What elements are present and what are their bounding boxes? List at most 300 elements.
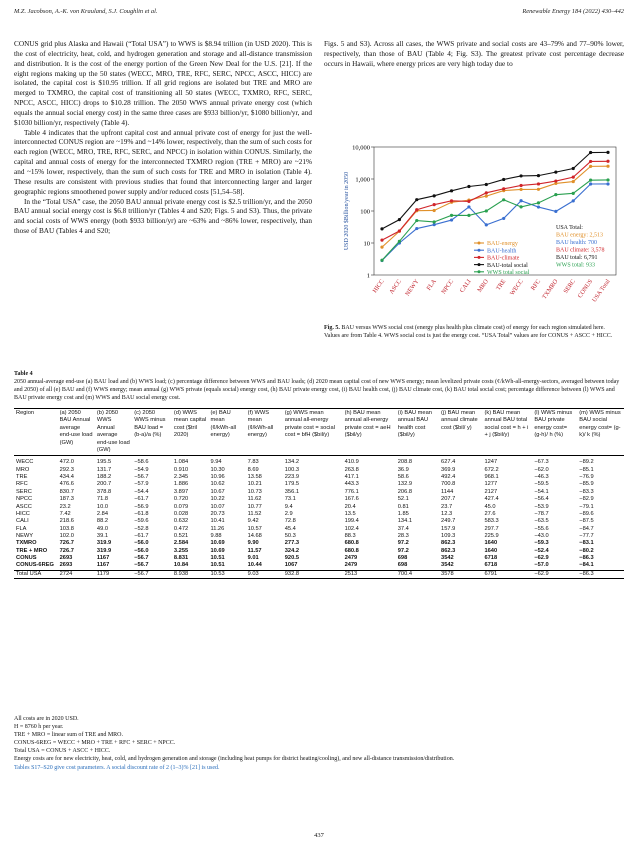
table-cell: −59.6 (134, 518, 149, 525)
data-point (606, 182, 609, 185)
legend-marker (478, 270, 481, 273)
table-cell: 187.3 (59, 496, 74, 503)
data-point (502, 198, 505, 201)
column-header: Region (16, 410, 35, 416)
row-label: FLA (16, 525, 27, 532)
table-cell: 292.3 (59, 466, 74, 473)
table-cell: 11.62 (247, 496, 262, 503)
paragraph: CONUS grid plus Alaska and Hawaii (“Total USA”) to WWS is $8.94 trillion (in USD 2020). This is the cost of electricity, heat, cold, and hydrogen generation and storage and all-distance transmission and distribution. It is the cost of the energy portion of the Green New Deal for the U.S. [21]. If the eight regions making up the 50 states (WECC, MRO, TRE, RFC, SERC, NPCC, ASCC, HICC) are isolated, the capital cost is $10.95 trillion. If all grid regions are isolated but TRE and MRO are merged to TXMRO, the capital cost of transitioning all 50 states (WECC, TXMRO, RFC, SERC, NPCC, ASCC, HICC) drops to $10.28 trillion. The 2050 WWS annual private energy cost (which equals the annual social energy cost) in the same three cases are $933 billion/yr, $1080 billion/yr, and $1030 billion/yr, respectively (Table 4). (14, 40, 312, 127)
table-cell: 698 (397, 554, 408, 561)
data-point (415, 227, 418, 230)
table-cell: 8.69 (247, 466, 259, 473)
table-cell: 0.720 (173, 496, 189, 503)
figure-caption-text2: Values are from Table 4. WWS social cost is just the energy cost. “USA Total” values are for CONUS + ASCC + HICC. (324, 333, 613, 339)
table-cell: 378.8 (96, 488, 112, 495)
table-cell: 88.2 (96, 518, 108, 525)
table-row (14, 570, 624, 578)
table-cell: 11.52 (247, 510, 262, 517)
table-cell: 103.8 (59, 525, 74, 532)
table-cell: −67.3 (534, 459, 549, 466)
table-cell: 277.3 (284, 540, 299, 547)
table-cell: 58.6 (397, 474, 409, 481)
table-cell: 672.2 (484, 466, 499, 473)
table-cell: 3.255 (173, 547, 189, 554)
table-cell: 1247 (484, 459, 498, 466)
table-cell: 10.41 (210, 518, 225, 525)
table-note: Tables S17–S20 give cost parameters. A social discount rate of 2 (1–3)% [21] is used. (14, 764, 220, 771)
table-cell: 131.7 (96, 466, 112, 473)
table-cell: 443.3 (344, 481, 359, 488)
data-point (572, 176, 575, 179)
table-cell: −78.7 (534, 510, 549, 517)
data-point (554, 193, 557, 196)
box-line: WWS total: 933 (556, 262, 595, 269)
table-cell: 10.67 (210, 488, 225, 495)
data-point (467, 205, 470, 208)
x-tick-label: ASCC (388, 278, 404, 296)
table-cell: −56.0 (134, 547, 149, 554)
right-column-text (324, 40, 624, 70)
table-cell: 0.632 (173, 518, 189, 525)
table-cell: 10.51 (210, 554, 225, 561)
table-cell: 297.7 (484, 525, 499, 532)
table-cell: −76.9 (579, 474, 594, 481)
table-cell: 2724 (59, 570, 73, 577)
legend-marker (478, 242, 481, 245)
table-note: Energy costs are for new electricity, heat, cold, and hydrogen generation and storage (including heat pumps for district heating/cooling), and new all-distance transmission/distribution. (14, 756, 455, 763)
table-cell: 726.7 (59, 540, 74, 547)
table-cell: 23.7 (441, 503, 453, 510)
table-cell: 319.9 (96, 540, 112, 547)
table-cell: −89.2 (579, 459, 594, 466)
y-tick-label: 1,000 (355, 176, 370, 184)
table-cell: 20.73 (210, 510, 225, 517)
data-point (485, 183, 488, 186)
table-cell: −46.3 (534, 474, 549, 481)
table-cell: −62.9 (534, 554, 549, 561)
column-header: (h) BAU mean annual all-energy private cost = aeH ($bil/y) (344, 410, 391, 439)
table-cell: −79.1 (579, 503, 594, 510)
table-cell: 208.8 (397, 459, 412, 466)
table-cell: 9.94 (210, 459, 222, 466)
table-cell: −52.8 (134, 525, 149, 532)
table-cell: 45.4 (284, 525, 296, 532)
data-point (485, 191, 488, 194)
table-cell: 102.0 (59, 532, 74, 539)
data-point (519, 188, 522, 191)
table-cell: 6791 (484, 570, 498, 577)
data-point (537, 205, 540, 208)
table-cell: 1640 (484, 547, 498, 554)
table-cell: 3542 (441, 562, 454, 569)
table-cell: −59.3 (534, 540, 549, 547)
data-point (589, 160, 592, 163)
table-cell: 410.9 (344, 459, 359, 466)
table-cell: 10.96 (210, 474, 225, 481)
table-cell: 10.57 (247, 525, 262, 532)
table-cell: −80.2 (579, 547, 594, 554)
data-point (606, 165, 609, 168)
table-row (14, 489, 624, 496)
table-cell: 1167 (96, 554, 110, 561)
box-line: BAU health: 700 (556, 240, 597, 246)
table-cell: −56.7 (134, 562, 149, 569)
data-point (467, 214, 470, 217)
table-cell: −55.6 (534, 525, 549, 532)
table-cell: 13.5 (344, 510, 356, 517)
column-header: (d) WWS mean capital cost ($tril 2020) (173, 410, 207, 439)
table-cell: −87.5 (579, 518, 594, 525)
data-point (485, 194, 488, 197)
paragraph: Figs. 5 and S3). Across all cases, the WWS private and social costs are 43–79% and 77–90% lower, respectively, than those of BAU (Table 4; Fig. S3). The greatest private cost percentage decrease occurs in Hawaii, where energy prices are very high today due to (324, 40, 624, 68)
data-point (554, 171, 557, 174)
table-cell: 680.8 (344, 547, 359, 554)
data-point (450, 218, 453, 221)
table-cell: −43.0 (534, 532, 549, 539)
column-header: (b) 2050 WWS Annual average end-use load (GW) (96, 410, 130, 454)
table-cell: 9.90 (247, 540, 259, 547)
data-point (589, 151, 592, 154)
table-cell: 88.3 (344, 532, 356, 539)
x-tick-label: TRE (494, 278, 508, 292)
data-point (415, 219, 418, 222)
box-line: BAU total: 6,791 (556, 255, 598, 261)
legend-label: BAU-health (487, 248, 517, 255)
x-tick-label: RFC (529, 278, 543, 292)
column-header: (i) BAU mean annual BAU health cost ($bil/y) (397, 410, 432, 439)
table-cell: −84.1 (579, 562, 594, 569)
data-point (572, 192, 575, 195)
table-row (14, 562, 624, 570)
table-cell: −57.0 (534, 562, 549, 569)
table-cell: 2479 (344, 562, 358, 569)
table-cell: 583.3 (484, 518, 499, 525)
table-cell: 27.6 (484, 510, 496, 517)
data-point (572, 180, 575, 183)
data-point (554, 179, 557, 182)
data-point (450, 199, 453, 202)
table-cell: 0.910 (173, 466, 189, 473)
data-point (572, 167, 575, 170)
table-cell: 2693 (59, 562, 73, 569)
table-cell: 179.5 (284, 481, 299, 488)
table-cell: 830.7 (59, 488, 74, 495)
table-cell: 10.22 (210, 496, 225, 503)
table-cell: 39.1 (96, 532, 108, 539)
data-point (433, 209, 436, 212)
y-tick-label: 1 (366, 272, 370, 280)
table-cell: −63.5 (534, 518, 549, 525)
table-cell: 9.4 (284, 503, 293, 510)
y-tick-label: 10 (363, 240, 370, 248)
table-row (14, 474, 624, 481)
table-cell: −89.6 (579, 510, 594, 517)
data-point (485, 209, 488, 212)
table-caption-block (14, 370, 624, 402)
table-cell: 36.9 (397, 466, 409, 473)
table-row (14, 504, 624, 511)
left-column (14, 40, 312, 237)
table-cell: 0.81 (397, 503, 409, 510)
table-cell: 2.345 (173, 474, 189, 481)
table-cell: 680.8 (344, 540, 359, 547)
table-cell: 2479 (344, 554, 358, 561)
table-row (14, 555, 624, 562)
table-cell: 324.2 (284, 547, 299, 554)
table-cell: 0.521 (173, 532, 189, 539)
table-cell: 3578 (441, 570, 454, 577)
legend-label: BAU-energy (487, 241, 518, 248)
table-row (14, 481, 624, 488)
column-header: (a) 2050 BAU Annual average end-use load (GW) (59, 410, 93, 446)
data-point (572, 199, 575, 202)
table-cell: 6718 (484, 554, 498, 561)
table-cell: 920.5 (284, 554, 299, 561)
table-cell: 627.4 (441, 459, 456, 466)
data-point (519, 205, 522, 208)
row-label: CONUS-6REG (16, 562, 54, 569)
cost-table (14, 408, 624, 579)
table-cell: −52.4 (534, 547, 549, 554)
table-cell: 10.0 (96, 503, 108, 510)
table-cell: −59.5 (534, 481, 549, 488)
table-cell: 932.8 (284, 570, 299, 577)
data-point (415, 198, 418, 201)
row-label: NEWY (16, 532, 34, 539)
table-cell: 1179 (96, 570, 110, 577)
table-cell: −56.7 (134, 474, 149, 481)
table-cell: 10.44 (247, 562, 262, 569)
data-point (537, 188, 540, 191)
table-notes (14, 715, 624, 772)
data-point (606, 151, 609, 154)
table-cell: 1067 (284, 562, 298, 569)
row-label: WECC (16, 459, 34, 466)
table-cell: 9.88 (210, 532, 222, 539)
table-cell: 1.084 (173, 459, 189, 466)
table-cell: 1144 (441, 488, 454, 495)
table-cell: −56.4 (534, 496, 549, 503)
table-cell: 167.6 (344, 496, 359, 503)
data-point (467, 185, 470, 188)
table-row (14, 467, 624, 474)
table-cell: 472.0 (59, 459, 74, 466)
table-cell: 2513 (344, 570, 358, 577)
table-cell: −82.9 (579, 496, 594, 503)
table-note: TRE + MRO = linear sum of TRE and MRO. (14, 732, 123, 739)
table-note: Total USA = CONUS + ASCC + HICC. (14, 748, 111, 755)
table-cell: 700.4 (397, 570, 412, 577)
table-cell: 726.7 (59, 547, 74, 554)
table-cell: 10.69 (210, 547, 225, 554)
data-point (398, 240, 401, 243)
data-point (485, 223, 488, 226)
column-header: (l) WWS minus BAU private energy cost= (g-h)/ h (%) (534, 410, 573, 439)
table-row (14, 533, 624, 540)
data-point (380, 227, 383, 230)
legend-marker (478, 249, 481, 252)
table-cell: 132.9 (397, 481, 412, 488)
table-cell: 195.5 (96, 459, 112, 466)
data-point (398, 218, 401, 221)
table-cell: 1640 (484, 540, 498, 547)
table-cell: −56.9 (134, 503, 149, 510)
table-note: H = 8760 h per year. (14, 724, 64, 731)
table-cell: 8.831 (173, 554, 189, 561)
data-point (450, 214, 453, 217)
table-cell: 9.42 (247, 518, 259, 525)
table-cell: −62.9 (534, 570, 549, 577)
table-cell: 97.2 (397, 547, 409, 554)
data-point (380, 239, 383, 242)
column-header: (j) BAU mean annual climate cost ($bil/ y) (441, 410, 478, 431)
figure-caption (324, 324, 624, 340)
table-label: Table 4 (14, 371, 33, 377)
table-cell: 6718 (484, 562, 498, 569)
data-point (589, 179, 592, 182)
table-cell: −77.7 (579, 532, 594, 539)
x-tick-label: NPCC (440, 278, 456, 296)
table-cell: −61.7 (134, 496, 149, 503)
table-cell: 11.57 (247, 547, 262, 554)
table-cell: −61.8 (134, 510, 149, 517)
box-line: BAU energy: 2,513 (556, 232, 604, 239)
table-cell: −54.1 (534, 488, 549, 495)
legend-label: BAU-total social (487, 262, 528, 269)
table-header-row (14, 409, 624, 456)
table-cell: 3542 (441, 554, 454, 561)
table-cell: 11.26 (210, 525, 225, 532)
paragraph: Table 4 indicates that the upfront capital cost and annual private cost of energy for just the well-interconnected CONUS region are ~19% and ~14% lower, respectively, than the sum of such costs for each region (WECC, MRO, TRE, RFC, SERC, and NPCC) in isolation within CONUS. Similarly, the capital and annual costs of energy for the interconnected TXMRO region (TRE + MRO) are ~21% and ~15% lower, respectively, than the sum of such costs for TRE and MRO in isolation (Table 4). These results are consistent with previous studies that found that interconnecting larger and larger geographic regions smoothened power supply and/or reduced costs [51,54–58]. (14, 128, 312, 196)
table-cell: −83.3 (579, 488, 594, 495)
figure-label: Fig. 5. (324, 325, 340, 331)
table-cell: 434.4 (59, 474, 74, 481)
table-cell: 10.77 (247, 503, 262, 510)
table-cell: 10.21 (247, 481, 262, 488)
table-cell: 10.51 (210, 562, 225, 569)
table-cell: 319.9 (96, 547, 112, 554)
table-row (14, 526, 624, 533)
header-authors: M.Z. Jacobson, A.-K. von Krauland, S.J. Coughlin et al. (14, 8, 158, 15)
box-title: USA Total: (556, 225, 583, 231)
table-cell: −85.9 (579, 481, 594, 488)
box-line: BAU climate: 3,578 (556, 247, 605, 254)
table-cell: 52.1 (397, 496, 409, 503)
column-header: (e) BAU mean (¢/kWh-all energy) (210, 410, 237, 439)
data-point (380, 246, 383, 249)
table-cell: −57.9 (134, 481, 149, 488)
data-point (606, 178, 609, 181)
table-cell: −53.9 (534, 503, 549, 510)
data-point (519, 184, 522, 187)
data-point (537, 174, 540, 177)
legend-marker (478, 256, 481, 259)
table-cell: 369.9 (441, 466, 456, 473)
legend-label: BAU-climate (487, 255, 520, 262)
table-cell: 73.1 (284, 496, 296, 503)
column-header: (c) 2050 WWS minus BAU load = (b-a)/a (%) (134, 410, 166, 439)
data-point (519, 174, 522, 177)
table-cell: 8.938 (173, 570, 189, 577)
table-4 (14, 408, 624, 579)
table-cell: −56.0 (134, 540, 149, 547)
x-tick-label: MRO (476, 278, 490, 294)
x-tick-label: FLA (425, 278, 438, 292)
table-cell: 7.83 (247, 459, 259, 466)
table-cell: −62.0 (534, 466, 549, 473)
data-point (415, 208, 418, 211)
table-cell: 199.4 (344, 518, 359, 525)
row-label: HICC (16, 510, 30, 517)
data-point (502, 178, 505, 181)
row-label: TRE + MRO (16, 547, 48, 554)
table-cell: 7.42 (59, 510, 71, 517)
table-cell: 249.7 (441, 518, 456, 525)
table-row (14, 548, 624, 555)
x-tick-label: SERC (562, 278, 577, 295)
table-cell: 20.4 (344, 503, 356, 510)
figure-5 (324, 135, 624, 325)
table-cell: 10.69 (210, 540, 225, 547)
table-cell: 9.01 (247, 554, 259, 561)
table-cell: 2.584 (173, 540, 189, 547)
data-point (502, 217, 505, 220)
table-cell: 9.03 (247, 570, 259, 577)
y-axis-label: USD 2020 $Billion/year in 2050 (344, 171, 350, 251)
table-cell: 417.1 (344, 474, 359, 481)
data-point (519, 199, 522, 202)
data-point (554, 210, 557, 213)
table-cell: 776.1 (344, 488, 359, 495)
table-cell: 1167 (96, 562, 110, 569)
cost-chart (324, 135, 624, 325)
data-point (537, 182, 540, 185)
table-cell: 71.8 (96, 496, 108, 503)
table-cell: 14.68 (247, 532, 262, 539)
table-cell: 37.4 (397, 525, 409, 532)
table-cell: 218.6 (59, 518, 74, 525)
table-row (14, 540, 624, 547)
table-cell: 0.028 (173, 510, 189, 517)
table-cell: 10.62 (210, 481, 225, 488)
data-point (380, 259, 383, 262)
table-note: All costs are in 2020 USD. (14, 716, 79, 722)
data-point (467, 200, 470, 203)
table-cell: 207.7 (441, 496, 456, 503)
table-cell: 10.07 (210, 503, 225, 510)
legend-label: WWS total social (487, 270, 530, 276)
y-tick-label: 100 (360, 208, 370, 216)
table-cell: −86.3 (579, 554, 594, 561)
x-tick-label: USA Total (590, 278, 612, 304)
table-note: CONUS-6REG = WECC + MRO + TRE + RFC + SERC + NPCC. (14, 740, 176, 747)
table-cell: 698 (397, 562, 408, 569)
x-tick-label: NEWY (404, 278, 421, 298)
row-label: SERC (16, 488, 32, 495)
table-cell: 100.3 (284, 466, 299, 473)
row-label: CONUS (16, 554, 37, 561)
table-cell: 28.3 (397, 532, 409, 539)
x-tick-label: HICC (371, 278, 386, 295)
row-label: NPCC (16, 496, 33, 503)
table-cell: 1277 (484, 481, 498, 488)
table-cell: 427.4 (484, 496, 499, 503)
page-number: 437 (314, 832, 324, 839)
table-cell: 223.9 (284, 474, 299, 481)
table-cell: −54.4 (134, 488, 149, 495)
row-label: RFC (16, 481, 28, 488)
table-cell: 50.3 (284, 532, 296, 539)
